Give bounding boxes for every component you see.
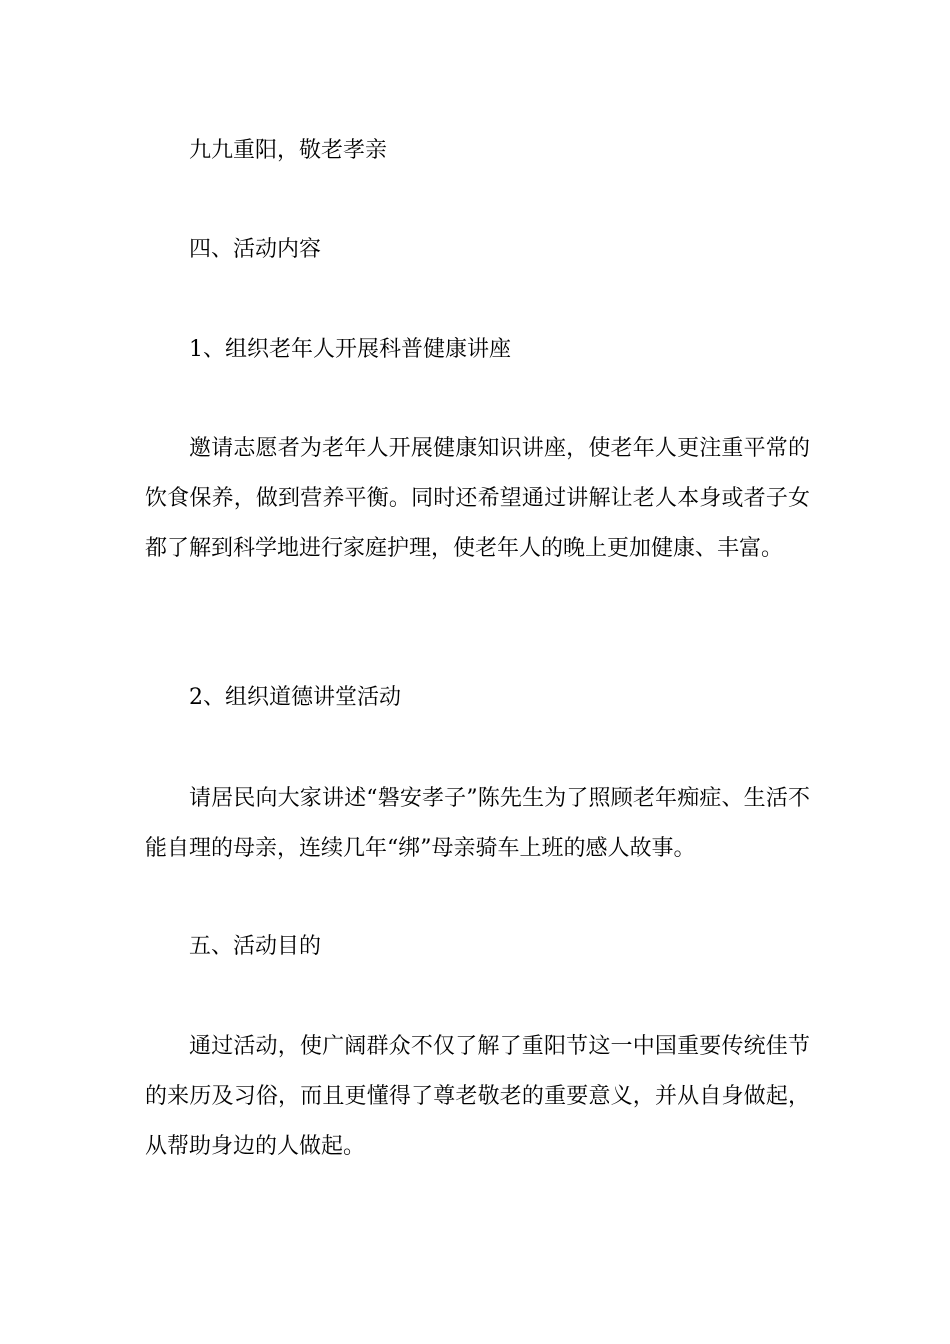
slogan-line: 九九重阳，敬老孝亲 <box>189 138 388 163</box>
subheading-moral-lecture: 2、组织道德讲堂活动 <box>189 685 401 710</box>
paragraph-moral-lecture: 请居民向大家讲述“磐安孝子”陈先生为了照顾老年痴症、生活不能自理的母亲，连续几年“绑”母亲骑车上班的感人故事。 <box>145 786 810 861</box>
paragraph-health-lecture: 邀请志愿者为老年人开展健康知识讲座，使老年人更注重平常的饮食保养，做到营养平衡。同时还希望通过讲解让老人本身或者子女都了解到科学地进行家庭护理，使老年人的晚上更加健康、丰富。 <box>145 436 810 561</box>
subheading-health-lecture: 1、组织老年人开展科普健康讲座 <box>189 337 511 362</box>
paragraph-activity-purpose: 通过活动，使广阔群众不仅了解了重阳节这一中国重要传统佳节的来历及习俗，而且更懂得了尊老敬老的重要意义，并从自身做起，从帮助身边的人做起。 <box>145 1034 810 1159</box>
section-heading-activity-purpose: 五、活动目的 <box>189 934 322 959</box>
section-heading-activity-content: 四、活动内容 <box>189 237 322 262</box>
